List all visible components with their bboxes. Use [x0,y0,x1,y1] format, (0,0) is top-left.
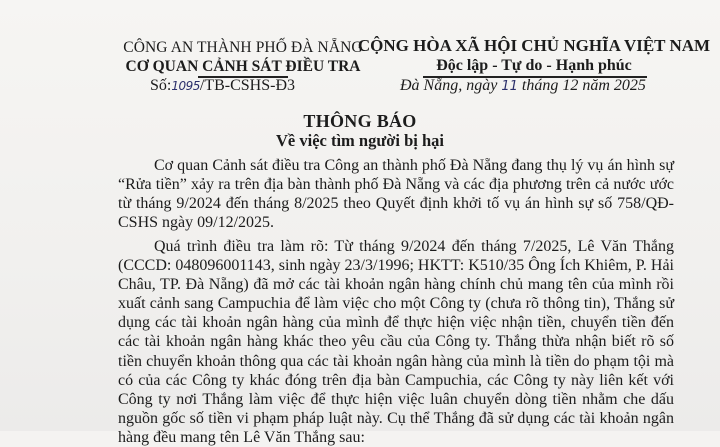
issuing-agency-block [112,38,374,76]
date-prefix: Đà Nẵng, ngày [400,77,498,94]
country-name: CỘNG HÒA XÃ HỘI CHỦ NGHĨA VIỆT NAM [357,36,711,55]
document-subtitle: Về việc tìm người bị hại [276,131,444,150]
doc-number-prefix: Số: [150,77,172,94]
paragraph-text: Quá trình điều tra làm rõ: Từ tháng 9/2024 đến tháng 7/2025, Lê Văn Thắng (CCCD: 048096001143, sinh ngày 23/3/1996; HKTT: K510/35 Ông Ích Khiêm, P. Hải Châu, TP. Đà Nẵng) đã mở các tài khoản ngân hàng chính chủ mang tên của mình rồi xuất cảnh sang Campuchia để làm việc cho một Công ty (chưa rõ thông tin), Thắng sử dụng các tài khoản ngân hàng của mình để thực hiện việc nhận tiền, chuyển tiền đến các tài khoản ngân hàng khác theo yêu cầu của Công ty. Thắng thừa nhận biết rõ số tiền chuyển khoản thông qua các tài khoản ngân hàng của mình là tiền do phạm tội mà có của các Công ty khác đóng trên địa bàn Campuchia, các Công ty này liên kết với Công ty nơi Thắng làm việc để thực hiện việc luân chuyển dòng tiền nhằm che dấu nguồn gốc số tiền vi phạm pháp luật này. Cụ thể Thắng đã sử dụng các tài khoản ngân hàng đều mang tên Lê Văn Thắng sau: [118,238,674,446]
national-motto: Độc lập - Tự do - Hạnh phúc [436,57,632,74]
body-paragraph-1 [118,156,674,232]
document-number [150,77,295,95]
doc-number-handwritten: 1095 [171,79,200,93]
agency-name: CƠ QUAN CẢNH SÁT ĐIỀU TRA [125,58,361,75]
national-title-block [356,36,712,76]
date-suffix: tháng 12 năm 2025 [521,77,646,94]
paragraph-text: Cơ quan Cảnh sát điều tra Công an thành phố Đà Nẵng đang thụ lý vụ án hình sự “Rửa tiền” xảy ra trên địa bàn thành phố Đà Nẵng và các địa phương trên cả nước ước từ tháng 9/2024 đến tháng 8/2025 theo Quyết định khởi tố vụ án hình sự số 758/QĐ-CSHS ngày 09/12/2025. [118,157,674,232]
date-day-handwritten: 11 [501,79,518,94]
agency-parent-name: CÔNG AN THÀNH PHỐ ĐÀ NẴNG [123,39,363,56]
body-paragraph-2 [118,237,674,447]
document-title: THÔNG BÁO [303,111,417,131]
doc-number-suffix: /TB-CSHS-Đ3 [199,77,296,94]
document-date [400,77,646,95]
